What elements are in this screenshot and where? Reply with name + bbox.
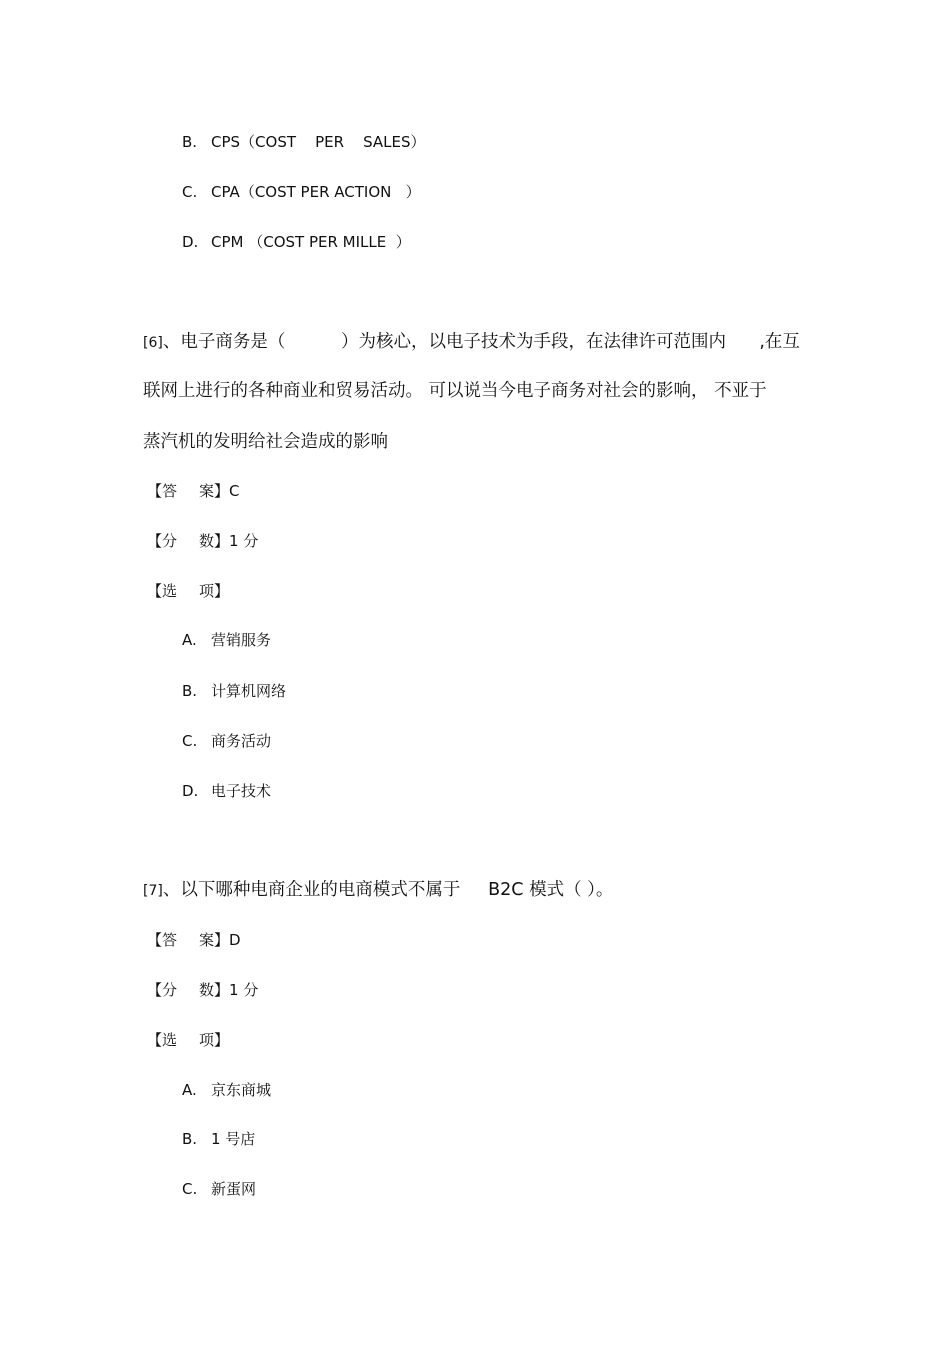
q7-option-b [182,1132,255,1147]
q7-option-a [182,1083,271,1098]
score-value: 1 分 [229,981,259,999]
question-7-options-label [147,1033,229,1048]
option-letter: D. [182,233,199,251]
answer-value: D [229,931,241,949]
option-text: CPM （COST PER MILLE ） [211,233,411,251]
option-c [182,185,421,200]
answer-label-b: 案】 [199,482,230,500]
score-label-a: 【分 [147,981,178,999]
question-6-answer [147,484,240,499]
option-letter: B. [182,133,198,151]
q6-option-d [182,784,271,799]
answer-value: C [229,482,240,500]
score-label-b: 数】 [199,981,230,999]
question-number: [7] [143,883,163,899]
score-label-a: 【分 [147,532,178,550]
question-7-line-1 [143,882,613,900]
q6-option-c [182,734,271,749]
score-label-b: 数】 [199,532,230,550]
options-label-a: 【选 [147,582,178,600]
question-7-score [147,983,258,998]
question-number: [6] [143,335,163,351]
option-d [182,235,411,250]
answer-label-a: 【答 [147,482,178,500]
option-text: CPA（COST PER ACTION ） [211,183,421,201]
option-text: 京东商城 [211,1081,272,1099]
q6-option-b [182,684,286,699]
options-label-a: 【选 [147,1031,178,1049]
option-letter: B. [182,682,198,700]
option-text: 新蛋网 [211,1180,257,1198]
question-6-score [147,534,258,549]
option-letter: C. [182,732,198,750]
option-letter: D. [182,782,199,800]
question-text: 、电子商务是（ ）为核心，以电子技术为手段，在法律许可范围内 ,在互 [162,332,800,352]
options-label-b: 项】 [199,582,230,600]
option-b [182,135,426,150]
answer-label-b: 案】 [199,931,230,949]
option-letter: B. [182,1130,198,1148]
question-6-line-2: 联网上进行的各种商业和贸易活动。 可以说当今电子商务对社会的影响， 不亚于 [143,381,767,401]
option-text: 电子技术 [211,782,272,800]
question-text: 、以下哪种电商企业的电商模式不属于 B2C 模式（ ）。 [162,880,614,900]
q6-option-a [182,633,271,648]
question-6-line-3: 蒸汽机的发明给社会造成的影响 [143,432,388,452]
option-text: 计算机网络 [211,682,287,700]
option-letter: C. [182,1180,198,1198]
q7-option-c [182,1182,256,1197]
option-text: CPS（COST PER SALES） [211,133,426,151]
option-text: 1 号店 [211,1130,256,1148]
question-6-line-1 [143,334,800,352]
option-text: 商务活动 [211,732,272,750]
option-letter: C. [182,183,198,201]
option-text: 营销服务 [211,631,272,649]
answer-label-a: 【答 [147,931,178,949]
score-value: 1 分 [229,532,259,550]
question-7-answer [147,933,241,948]
options-label-b: 项】 [199,1031,230,1049]
question-6-options-label [147,584,229,599]
option-letter: A. [182,1081,197,1099]
option-letter: A. [182,631,197,649]
